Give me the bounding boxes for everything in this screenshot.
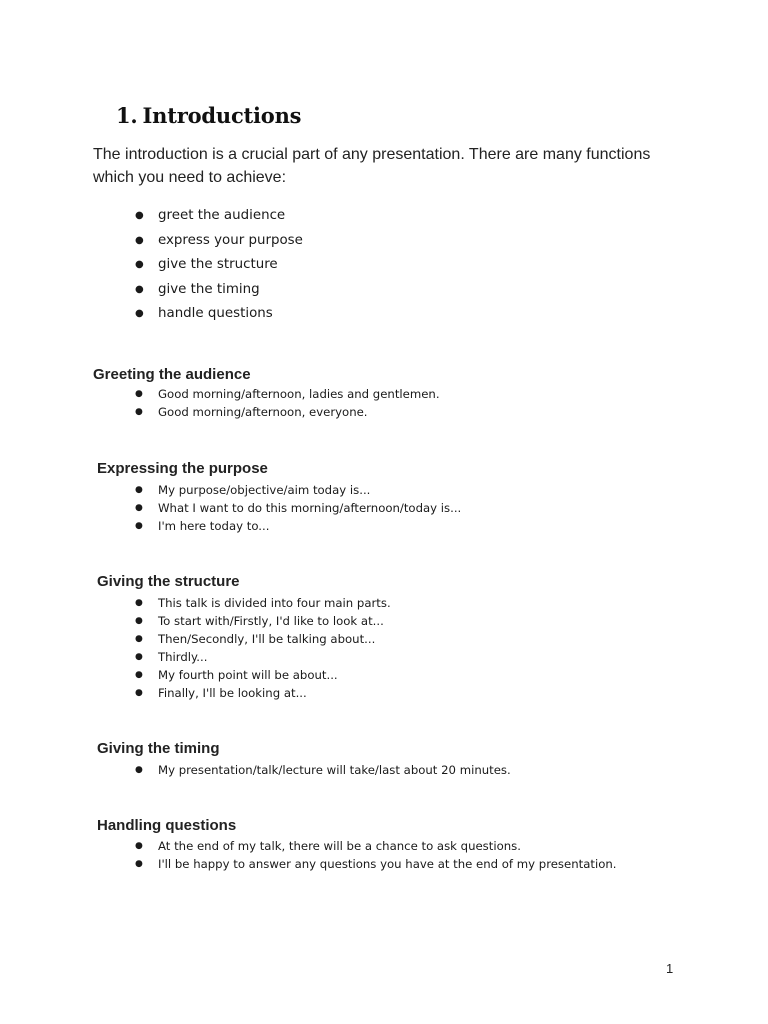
page-title — [116, 103, 301, 128]
bullet-icon: ● — [135, 598, 143, 608]
bullet-icon: ● — [135, 407, 143, 417]
greeting-phrases-list — [135, 385, 440, 421]
bullet-icon: ● — [135, 688, 143, 698]
list-item: ● greet the audience — [135, 205, 303, 230]
purpose-phrases-list — [135, 481, 461, 535]
section-heading-purpose: Expressing the purpose — [97, 460, 268, 477]
bullet-icon: ● — [135, 308, 144, 319]
list-item: ● Thirdly... — [135, 650, 208, 664]
page-number: 1 — [666, 961, 674, 976]
list-item: ● give the structure — [135, 254, 303, 279]
list-item: ● To start with/Firstly, I'd like to look at... — [135, 614, 384, 628]
heading-number: 1. — [116, 103, 138, 128]
list-item: ● At the end of my talk, there will be a chance to ask questions. — [135, 839, 521, 853]
bullet-icon: ● — [135, 234, 144, 246]
list-item: ● Then/Secondly, I'll be talking about... — [135, 632, 376, 646]
list-item: ● What I want to do this morning/afternoon/today is... — [135, 501, 462, 515]
list-item: ● My presentation/talk/lecture will take/last about 20 minutes. — [135, 763, 511, 777]
list-item: ● express your purpose — [135, 230, 303, 255]
section-heading-structure: Giving the structure — [97, 573, 240, 590]
section-heading-timing: Giving the timing — [97, 740, 220, 757]
section-heading-greeting: Greeting the audience — [93, 366, 251, 383]
intro-paragraph: The introduction is a crucial part of any presentation. There are many functions which you need to achieve: — [93, 146, 651, 186]
list-item: ● give the timing — [135, 279, 303, 304]
structure-phrases-list — [135, 594, 391, 702]
list-item: ● My fourth point will be about... — [135, 668, 338, 682]
bullet-icon: ● — [135, 841, 143, 851]
bullet-icon: ● — [135, 485, 143, 495]
list-item: ● I'll be happy to answer any questions you have at the end of my presentation. — [135, 857, 617, 871]
bullet-icon: ● — [135, 634, 143, 644]
section-heading-questions: Handling questions — [97, 817, 237, 834]
bullet-icon: ● — [135, 259, 144, 270]
timing-phrases-list — [135, 761, 511, 779]
bullet-icon: ● — [135, 859, 143, 869]
questions-phrases-list — [135, 837, 616, 873]
bullet-icon: ● — [135, 389, 143, 399]
bullet-icon: ● — [135, 283, 144, 295]
heading-title: Introductions — [142, 103, 302, 128]
list-item: ● My purpose/objective/aim today is... — [135, 483, 371, 497]
list-item: ● Good morning/afternoon, ladies and gentlemen. — [135, 387, 440, 401]
bullet-icon: ● — [135, 521, 143, 531]
list-item: ● This talk is divided into four main parts. — [135, 596, 391, 610]
list-item: ● Good morning/afternoon, everyone. — [135, 405, 368, 419]
list-item: ● handle questions — [135, 303, 303, 328]
functions-list — [135, 205, 303, 328]
bullet-icon: ● — [135, 503, 143, 513]
bullet-icon: ● — [135, 670, 143, 680]
bullet-icon: ● — [135, 652, 143, 662]
bullet-icon: ● — [135, 765, 143, 775]
list-item: ● Finally, I'll be looking at... — [135, 686, 307, 700]
bullet-icon: ● — [135, 616, 143, 626]
bullet-icon: ● — [135, 210, 144, 221]
list-item: ● I'm here today to... — [135, 519, 270, 533]
